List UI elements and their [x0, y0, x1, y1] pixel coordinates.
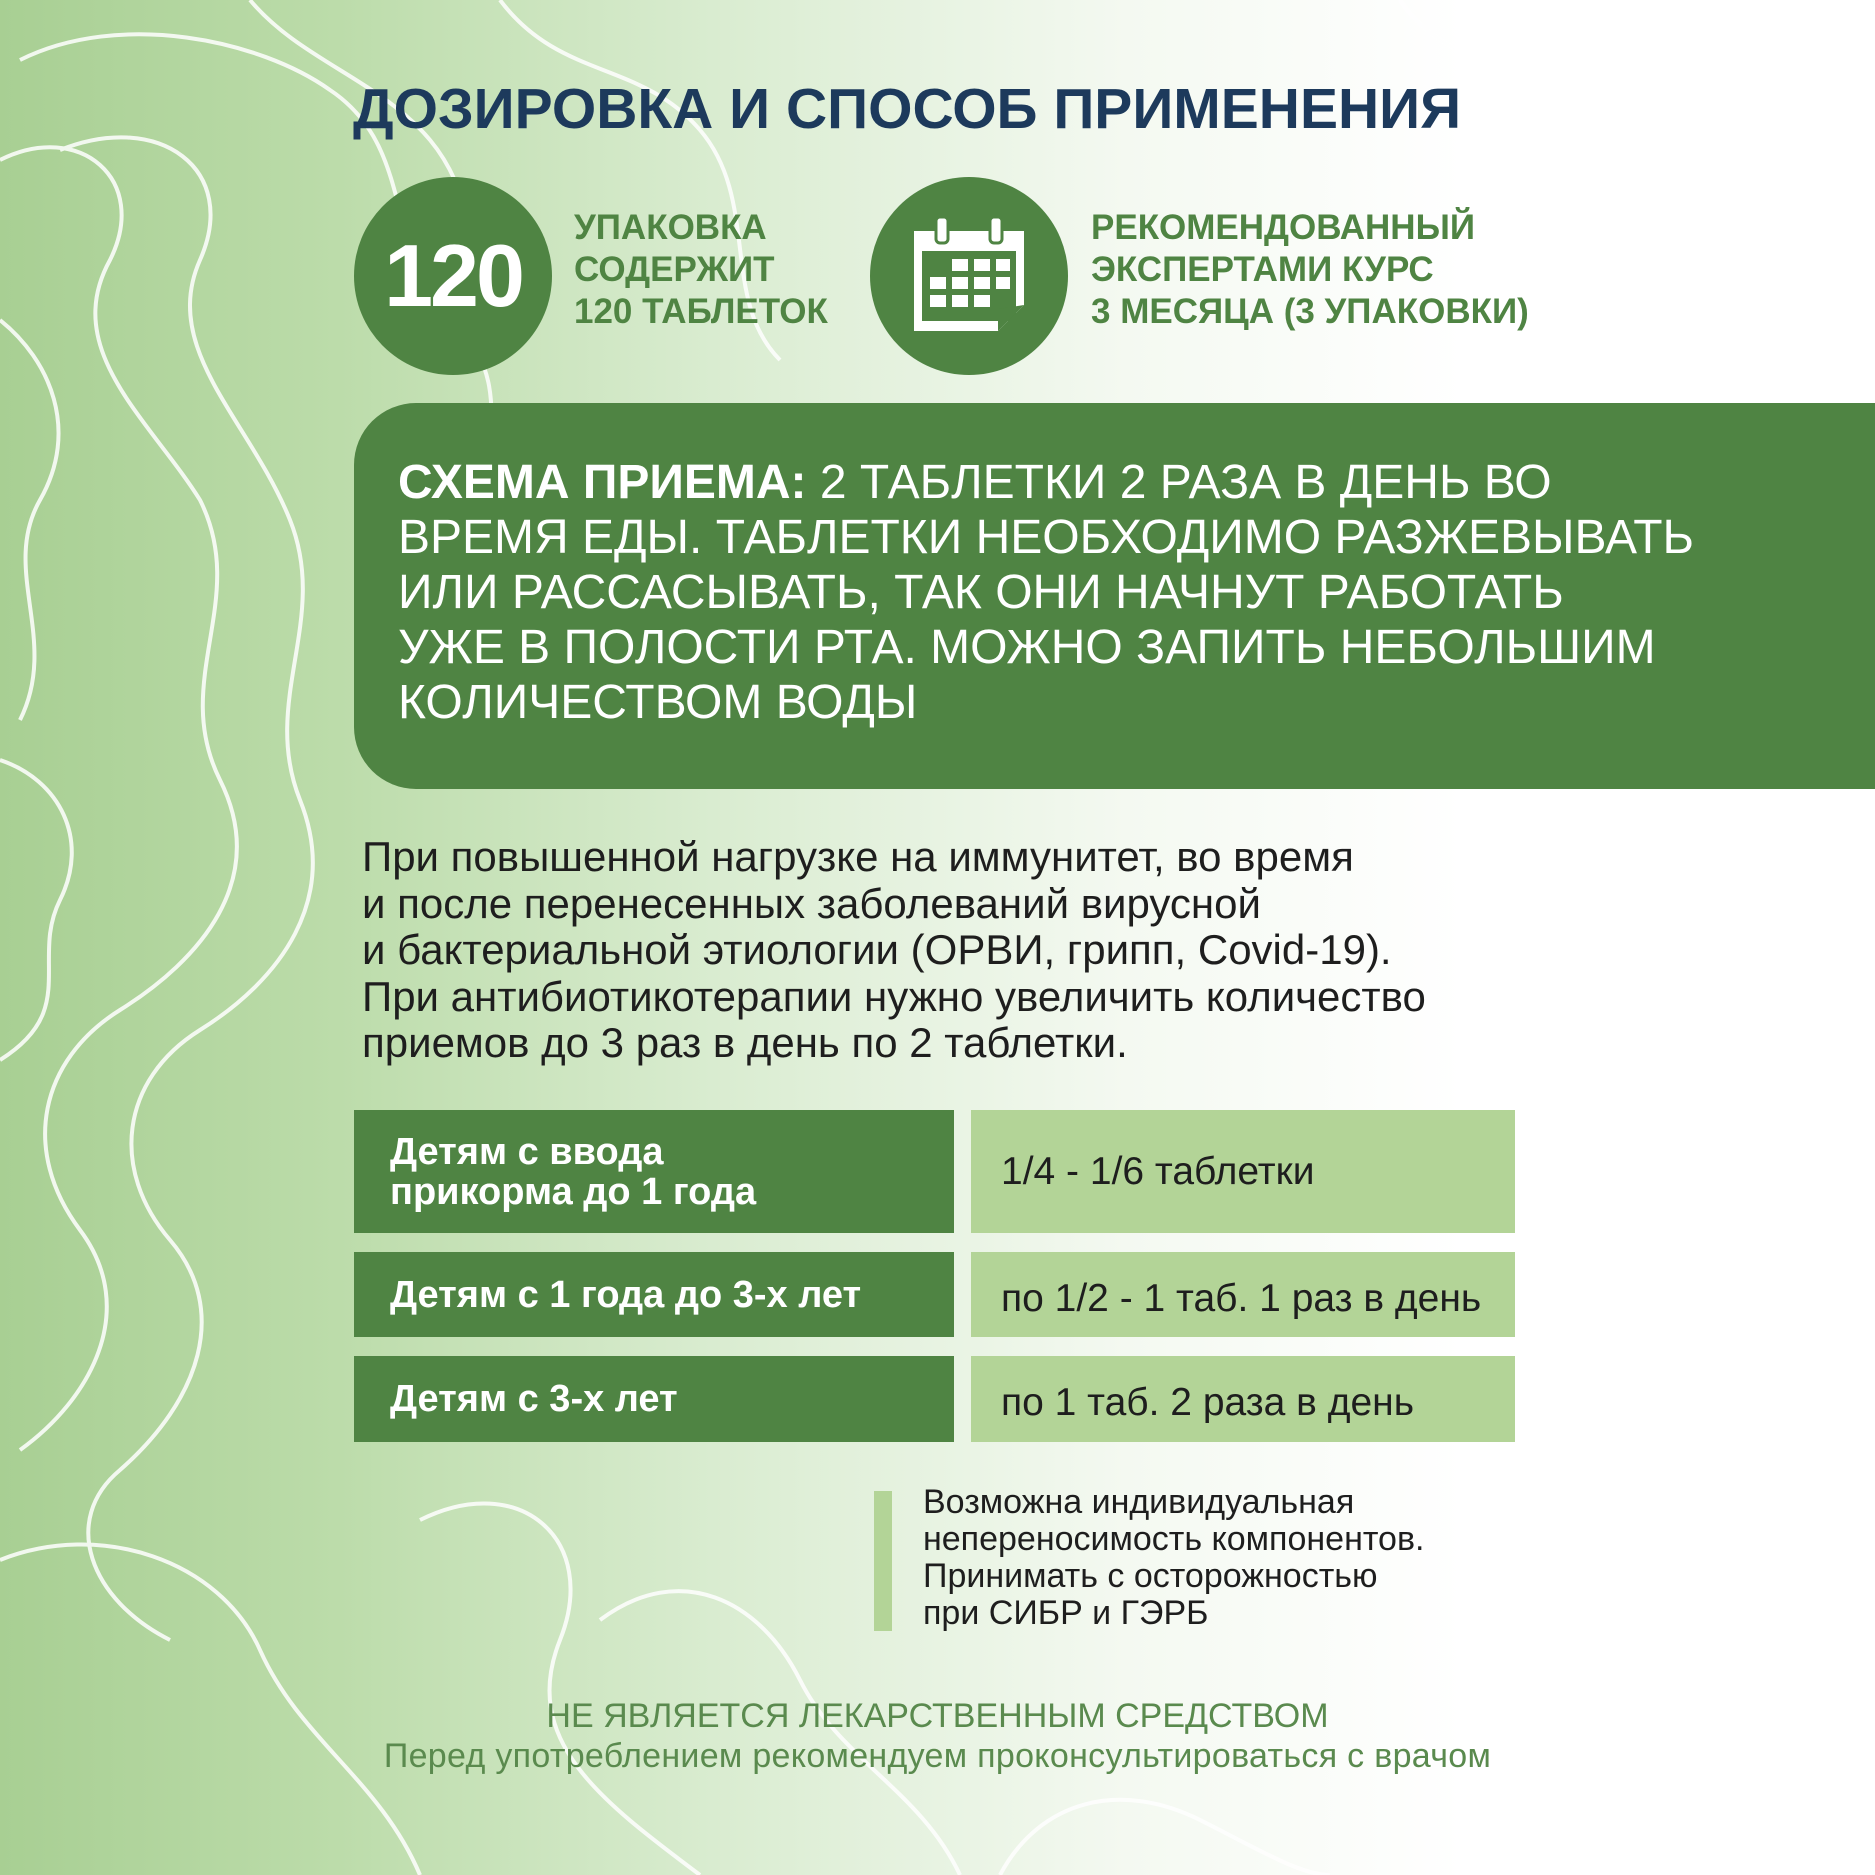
scheme-line: ВРЕМЯ ЕДЫ. ТАБЛЕТКИ НЕОБХОДИМО РАЗЖЕВЫВАТЬ: [398, 511, 1695, 564]
scheme-line: КОЛИЧЕСТВОМ ВОДЫ: [398, 676, 918, 729]
page-title: ДОЗИРОВКА И СПОСОБ ПРИМЕНЕНИЯ: [353, 77, 1462, 141]
note-line: Возможна индивидуальная: [923, 1483, 1355, 1521]
scheme-line: УЖЕ В ПОЛОСТИ РТА. МОЖНО ЗАПИТЬ НЕБОЛЬШИМ: [398, 621, 1656, 674]
tablet-count-badge: [354, 177, 552, 375]
paragraph-line: При повышенной нагрузке на иммунитет, во время: [362, 833, 1354, 880]
course-line: 3 МЕСЯЦА (3 УПАКОВКИ): [1091, 292, 1529, 331]
dosage-group-cell: [354, 1252, 954, 1337]
dosage-value-cell: 1/4 - 1/6 таблетки: [971, 1110, 1515, 1233]
disclaimer-title: НЕ ЯВЛЯЕТСЯ ЛЕКАРСТВЕННЫМ СРЕДСТВОМ: [546, 1697, 1329, 1735]
paragraph-line: При антибиотикотерапии нужно увеличить количество: [362, 972, 1426, 1020]
paragraph-line: и после перенесенных заболеваний вирусной: [362, 879, 1261, 927]
package-line: УПАКОВКА: [574, 208, 767, 247]
note-accent-bar: [874, 1491, 892, 1631]
note-line: при СИБР и ГЭРБ: [923, 1594, 1209, 1632]
calendar-icon: [906, 217, 1032, 335]
paragraph-line: приемов до 3 раз в день по 2 таблетки.: [362, 1019, 1128, 1066]
group-line: прикорма до 1 года: [390, 1170, 757, 1213]
tablet-count: 120: [384, 226, 522, 325]
dosage-value-cell: по 1 таб. 2 раза в день: [971, 1356, 1515, 1442]
scheme-line: 2 ТАБЛЕТКИ 2 РАЗА В ДЕНЬ ВО: [806, 456, 1552, 509]
dosage-group-cell: [354, 1356, 954, 1442]
course-line: РЕКОМЕНДОВАННЫЙ: [1091, 208, 1475, 247]
course-line: ЭКСПЕРТАМИ КУРС: [1091, 250, 1434, 289]
scheme-panel: [354, 403, 1875, 789]
scheme-text: [398, 455, 1838, 730]
dosage-group-cell: [354, 1110, 954, 1233]
group-line: Детям с 1 года до 3-х лет: [390, 1273, 862, 1316]
course-info: [1091, 207, 1529, 333]
calendar-badge: [870, 177, 1068, 375]
note-line: непереносимость компонентов.: [923, 1520, 1425, 1558]
paragraph-line: и бактериальной этиологии (ОРВИ, грипп, Covid-19).: [362, 926, 1392, 973]
group-line: Детям с ввода: [390, 1130, 664, 1173]
dosage-value-cell: по 1/2 - 1 таб. 1 раз в день: [971, 1252, 1515, 1337]
package-line: СОДЕРЖИТ: [574, 250, 775, 289]
package-line: 120 ТАБЛЕТОК: [574, 292, 828, 331]
note-line: Принимать с осторожностью: [923, 1557, 1378, 1595]
scheme-line: ИЛИ РАССАСЫВАТЬ, ТАК ОНИ НАЧНУТ РАБОТАТЬ: [398, 566, 1564, 619]
scheme-label: СХЕМА ПРИЕМА:: [398, 456, 807, 509]
disclaimer-text: Перед употреблением рекомендуем проконсультироваться с врачом: [383, 1737, 1492, 1775]
caution-note: [923, 1484, 1424, 1632]
group-line: Детям с 3-х лет: [390, 1378, 678, 1420]
usage-paragraph: [362, 834, 1662, 1067]
package-info: [574, 207, 828, 333]
